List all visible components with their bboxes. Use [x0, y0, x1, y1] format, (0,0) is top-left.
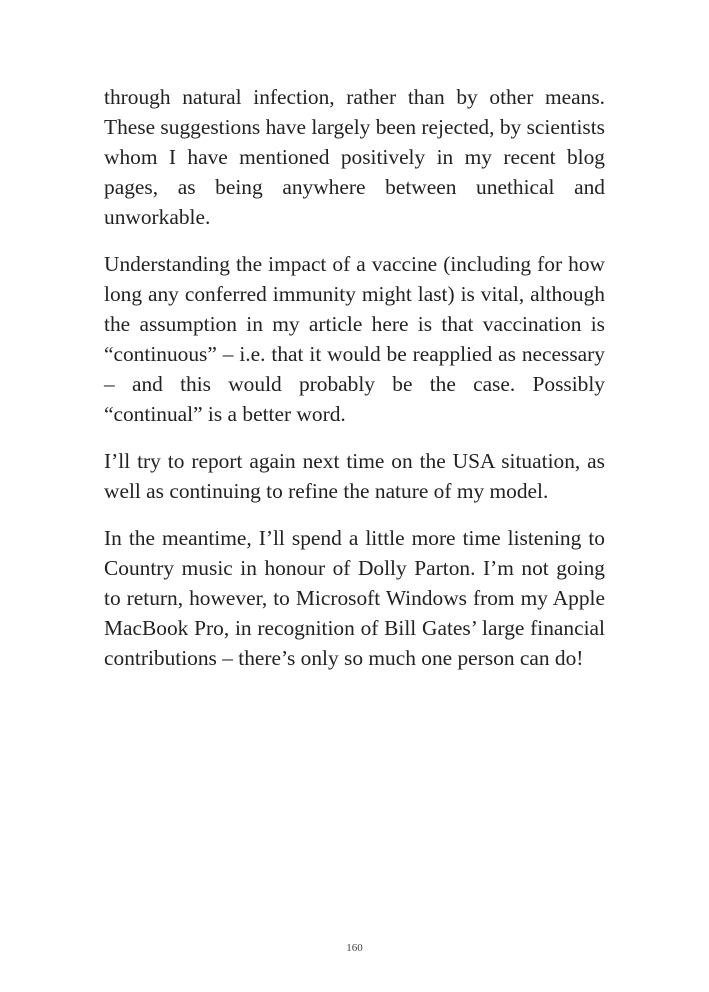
paragraph-1: through natural infection, rather than by other means. These suggestions have largely been rejected, by scientists whom I have mentioned positively in my recent blog pages, as being anywhere between unethical and unworkable. [104, 85, 605, 229]
paragraph-3: I’ll try to report again next time on the USA situation, as well as continuing to refine the nature of my model. [104, 449, 605, 503]
paragraph-4: In the meantime, I’ll spend a little more time listening to Country music in honour of Dolly Parton. I’m not going to return, however, to Microsoft Windows from my Apple MacBook Pro, in recognition of Bill Gates’ large financial contributions – there’s only so much one person can do! [104, 526, 605, 670]
page-number: 160 [346, 942, 363, 954]
paragraph-2: Understanding the impact of a vaccine (including for how long any conferred immunity might last) is vital, although the assumption in my article here is that vaccination is “continuous” – i.e. that it would be reapplied as necessary – and this would probably be the case. Possibly “continual” is a better word. [104, 252, 605, 426]
page-body [104, 82, 605, 690]
